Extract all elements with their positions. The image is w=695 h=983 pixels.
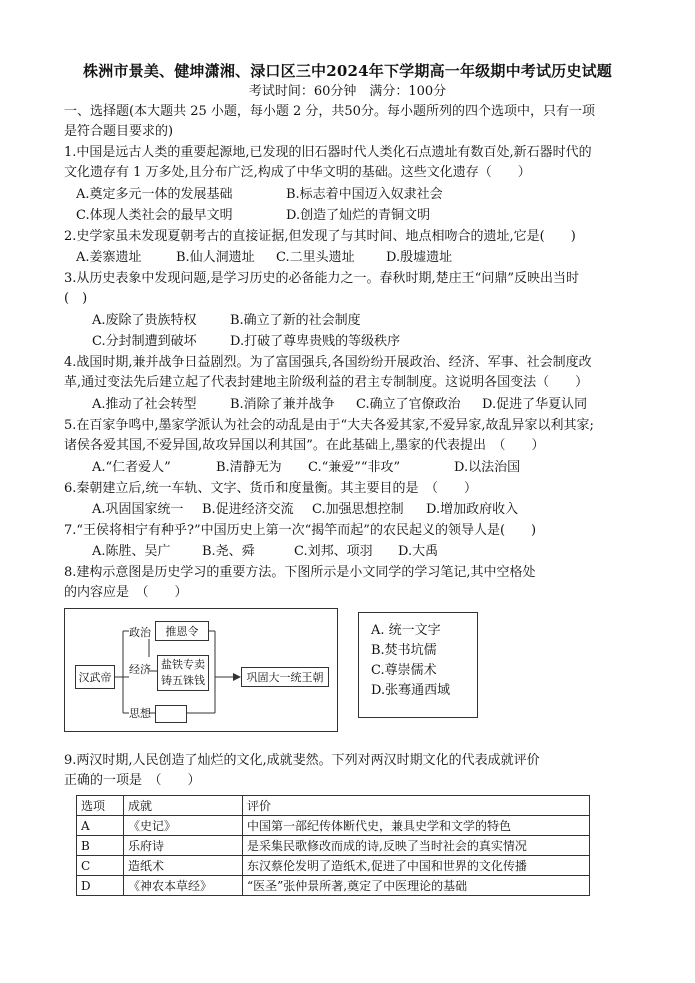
q3-option-b: B.确立了新的社会制度 [230,313,361,328]
table-header-cell: 选项 [77,796,124,816]
table-cell: “医圣”张仲景所著,奠定了中医理论的基础 [243,876,590,896]
q4-option-b: B.消除了兼并战争 [230,397,335,412]
q2-option-d: D.殷墟遗址 [386,250,453,265]
q8-stem: 8.建构示意图是历史学习的重要方法。下图所示是小文同学的学习笔记,其中空格处 [64,565,536,580]
q9-stem-cont: 正确的一项是 （ ） [64,773,201,788]
q8-option-c: C.尊崇儒术 [371,663,437,678]
q8-option-d: D.张骞通西域 [371,683,451,698]
q3-stem-cont: ( ) [64,291,88,306]
q4-stem: 4.战国时期,兼并战争日益剧烈。为了富国强兵,各国纷纷开展政治、经济、军事、社会制度改 [64,355,592,370]
section-heading: 一、选择题(本大题共 25 小题，每小题 2 分，共50分。每小题所列的四个选项中，只有一项 [64,104,595,119]
q8-options-box [358,612,478,718]
q3-stem: 3.从历史表象中发现问题,是学习历史的必备能力之一。春秋时期,楚庄王“问鼎”反映出当时 [64,271,579,286]
q7-option-a: A.陈胜、吴广 [92,544,171,559]
q8-stem-cont: 的内容应是 （ ） [64,585,188,600]
q5-stem-cont: 诸侯各爱其国,不爱异国,故攻异国以利其国”。在此基础上,墨家的代表提出 （ ） [64,438,545,453]
economy-label: 经济 [129,663,151,676]
q4-stem-cont: 革,通过变法先后建立起了代表封建地主阶级利益的君主专制制度。这说明各国变法（ ） [64,375,589,390]
thought-blank-box [155,705,187,723]
q9-stem: 9.两汉时期,人民创造了灿烂的文化,成就斐然。下列对两汉时期文化的代表成就评价 [64,753,540,768]
q8-option-b: B.焚书坑儒 [371,643,437,658]
table-cell: C [77,856,124,876]
result-box: 巩固大一统王朝 [241,667,329,687]
q1-option-d: D.创造了灿烂的青铜文明 [286,208,431,223]
q7-option-b: B.尧、舜 [202,544,255,559]
q8-option-a: A. 统一文字 [371,623,441,638]
emperor-box: 汉武帝 [75,665,115,689]
table-cell: A [77,816,124,836]
table-cell: 东汉蔡伦发明了造纸术,促进了中国和世界的文化传播 [243,856,590,876]
exam-subtitle: 考试时间：60分钟 满分：100分 [248,84,447,99]
q5-option-d: D.以法治国 [454,460,521,475]
q5-option-a: A.“仁者爱人” [92,460,171,475]
q4-option-c: C.确立了官僚政治 [356,397,461,412]
economy-item-salt-iron: 盐铁专卖 [161,658,205,671]
table-row [77,856,590,876]
q5-option-c: C.“兼爱”“非攻” [308,460,401,475]
q6-option-b: B.促进经济交流 [202,502,294,517]
q2-option-b: B.仙人洞遗址 [176,250,255,265]
q7-option-d: D.大禹 [398,544,439,559]
politics-item-box: 推恩令 [155,621,209,641]
table-row [77,816,590,836]
q3-option-c: C.分封制遭到破坏 [92,334,197,349]
table-cell: 乐府诗 [124,836,243,856]
politics-label: 政治 [129,626,151,639]
table-row [77,836,590,856]
q1-stem-cont: 文化遗存有 1 万多处,且分布广泛,构成了中华文明的基础。这些文化遗存（ ） [64,165,531,180]
q4-option-d: D.促进了华夏认同 [482,397,588,412]
table-cell: D [77,876,124,896]
arrow-head [233,673,241,681]
q6-stem: 6.秦朝建立后,统一车轨、文字、货币和度量衡。其主要目的是 （ ） [64,481,478,496]
exam-title: 株洲市景美、健坤潇湘、渌口区三中2024年下学期高一年级期中考试历史试题 [83,62,612,80]
q1-option-c: C.体现人类社会的最早文明 [76,208,233,223]
table-cell: 造纸术 [124,856,243,876]
q6-option-a: A.巩固国家统一 [92,502,184,517]
economy-items-box [157,655,209,691]
table-cell: 《史记》 [124,816,243,836]
q2-option-c: C.二里头遗址 [276,250,355,265]
table-header-cell: 评价 [243,796,590,816]
table-cell: B [77,836,124,856]
q5-stem: 5.在百家争鸣中,墨家学派认为社会的动乱是由于“大夫各爱其家,不爱异家,故乱异家以利其家; [64,418,594,433]
section-heading-cont: 是符合题目要求的) [64,124,174,139]
q7-stem: 7.“王侯将相宁有种乎?”中国历史上第一次“揭竿而起”的农民起义的领导人是( ) [64,523,537,538]
study-note-diagram [64,608,338,732]
q9-table [76,795,590,896]
q3-option-d: D.打破了尊卑贵贱的等级秩序 [230,334,401,349]
table-cell: 《神农本草经》 [124,876,243,896]
table-header-row [77,796,590,816]
q7-option-c: C.刘邦、项羽 [294,544,373,559]
q3-option-a: A.废除了贵族特权 [92,313,197,328]
table-row [77,876,590,896]
q1-option-b: B.标志着中国迈入奴隶社会 [286,187,443,202]
q1-stem: 1.中国是远古人类的重要起源地,已发现的旧石器时代人类化石点遗址有数百处,新石器时代的 [64,145,592,160]
q1-option-a: A.奠定多元一体的发展基础 [76,187,233,202]
table-header-cell: 成就 [124,796,243,816]
q6-option-d: D.增加政府收入 [426,502,519,517]
q2-stem: 2.史学家虽未发现夏朝考古的直接证据,但发现了与其时间、地点相吻合的遗址,它是( ) [64,229,576,244]
thought-label: 思想 [129,707,151,720]
q6-option-c: C.加强思想控制 [312,502,404,517]
q2-option-a: A.姜寨遗址 [76,250,142,265]
q5-option-b: B.清静无为 [216,460,282,475]
table-cell: 是采集民歌修改而成的诗,反映了当时社会的真实情况 [243,836,590,856]
q4-option-a: A.推动了社会转型 [92,397,197,412]
economy-item-coin: 铸五铢钱 [161,674,205,687]
table-cell: 中国第一部纪传体断代史，兼具史学和文学的特色 [243,816,590,836]
